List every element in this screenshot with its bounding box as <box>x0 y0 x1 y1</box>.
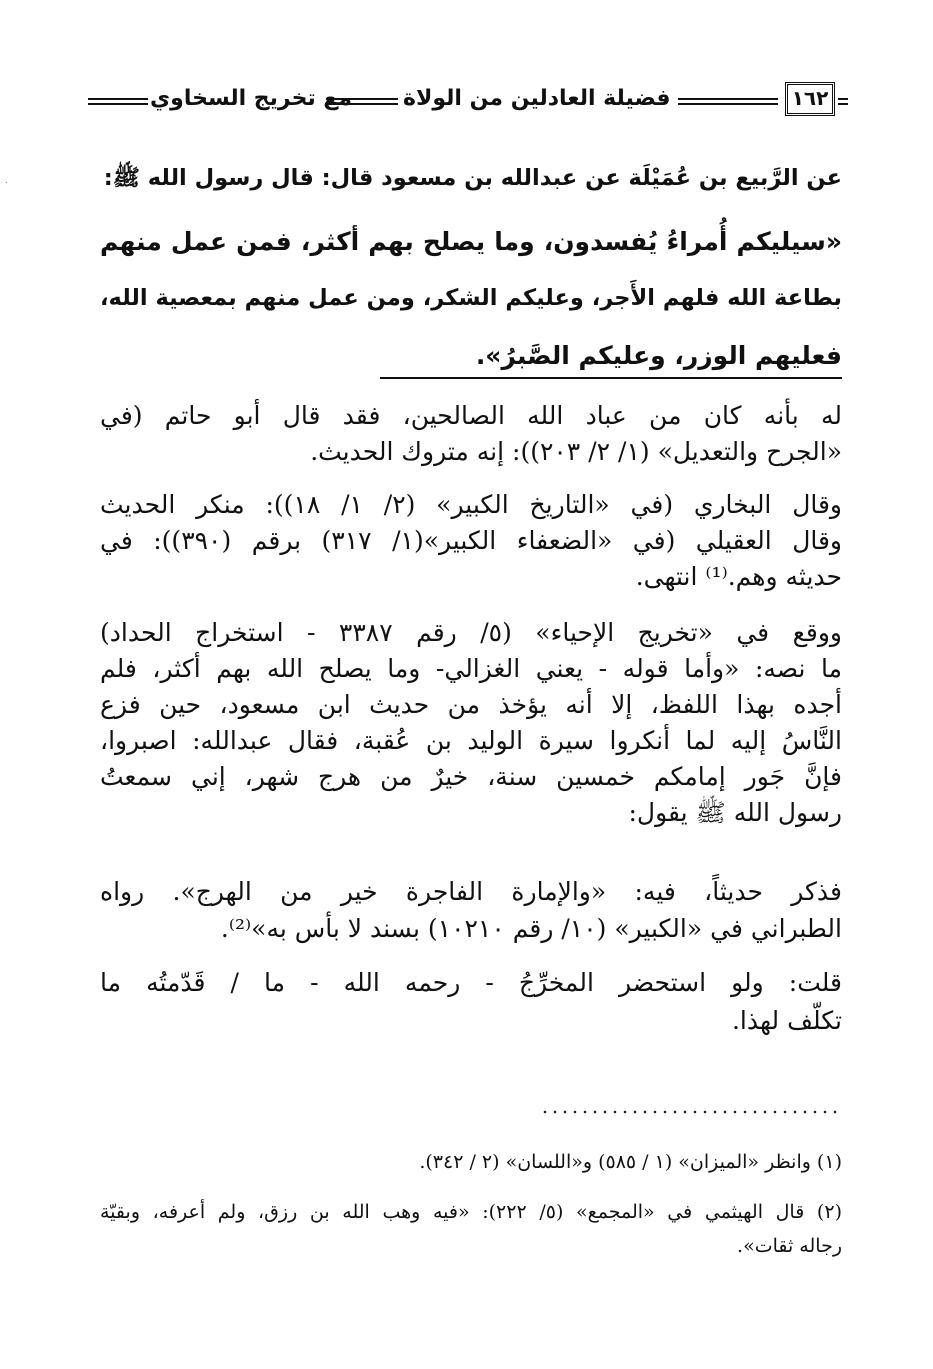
text-line: رسول الله ﷺ يقول: <box>628 798 842 827</box>
header-rule-middle <box>328 98 398 105</box>
hadith-line: «سيليكم أُمراءُ يُفسدون، وما يصلح بهم أكثر، فمن عمل منهم <box>100 227 842 256</box>
header-rule-left <box>88 98 148 105</box>
text-line: وقال العقيلي (في «الضعفاء الكبير»(١/ ٣١٧) برقم (٣٩٠)): في <box>100 526 843 555</box>
header-title: فضيلة العادلين من الولاة <box>403 86 671 111</box>
text-line: حديثه وهم.⁽¹⁾ انتهى. <box>635 562 842 591</box>
scan-speck: · <box>4 178 8 189</box>
footnote-1: (١) وانظر «الميزان» (١ / ٥٨٥) و«اللسان» (٢ / ٣٤٢). <box>419 1151 842 1173</box>
takhrij-paragraph-4 <box>100 873 842 947</box>
text-line: ما نصه: «وأما قوله - يعني الغزالي- وما يصلح الله بهم أكثر، فلم <box>100 654 842 683</box>
takhrij-paragraph-5 <box>100 964 842 1040</box>
header-rule-right <box>678 98 778 105</box>
header-subtitle: مع تخريج السخاوي <box>150 86 353 111</box>
text-line: أجده بهذا اللفظ، إلا أنه يؤخذ من حديث ابن مسعود، حين فزع <box>100 690 842 719</box>
takhrij-paragraph-1 <box>100 398 842 470</box>
takhrij-paragraph-3 <box>100 615 842 831</box>
footnote-line: رجاله ثقات». <box>737 1235 842 1257</box>
text-line: «الجرح والتعديل» (١/ ٢/ ٢٠٣)): إنه متروك الحديث. <box>310 437 842 466</box>
text-line: وقال البخاري (في «التاريخ الكبير» (٢/ ١/ ١٨)): منكر الحديث <box>100 490 842 519</box>
section-divider <box>380 377 842 379</box>
footnote-2 <box>100 1195 842 1263</box>
hadith-line: عن الرَّبيع بن عُمَيْلَة عن عبدالله بن مسعود قال: قال رسول الله ﷺ: <box>103 165 842 191</box>
text-line: ووقع في «تخريج الإحياء» (٥/ رقم ٣٣٨٧ - استخراج الحداد) <box>100 618 842 647</box>
hadith-line: فعليهم الوزر، وعليكم الصَّبرُ». <box>475 341 842 370</box>
header-rule-end <box>838 98 848 105</box>
page-number: ١٦٢ <box>785 82 835 116</box>
text-line: الطبراني في «الكبير» (١٠/ رقم ١٠٢١٠) بسند لا بأس به»⁽²⁾. <box>220 914 842 943</box>
text-line: له بأنه كان من عباد الله الصالحين، فقد قال أبو حاتم (في <box>100 401 842 430</box>
text-line: فذكر حديثاً، فيه: «والإمارة الفاجرة خير من الهرج». رواه <box>100 877 842 906</box>
footnote-line: (٢) قال الهيثمي في «المجمع» (٥/ ٢٢٢): «فيه وهب الله بن رزق، ولم أعرفه، وبقيّة <box>100 1201 842 1223</box>
text-line: النَّاسُ إليه لما أنكروا سيرة الوليد بن عُقبة، فقال عبدالله: اصبروا، <box>100 726 842 755</box>
hadith-line: بطاعة الله فلهم الأَجر، وعليكم الشكر، ومن عمل منهم بمعصية الله، <box>100 285 842 311</box>
text-line: قلت: ولو استحضر المخرِّجُ - رحمه الله - ما / قَدّمتُه ما <box>100 968 842 997</box>
footnote-separator <box>540 1109 842 1115</box>
takhrij-paragraph-2 <box>100 487 842 595</box>
text-line: فإنَّ جَور إمامكم خمسين سنة، خيرٌ من هرج شهر، إني سمعتُ <box>100 762 842 791</box>
hadith-text <box>100 150 842 384</box>
running-header <box>88 78 848 128</box>
text-line: تكلّف لهذا. <box>731 1006 842 1035</box>
